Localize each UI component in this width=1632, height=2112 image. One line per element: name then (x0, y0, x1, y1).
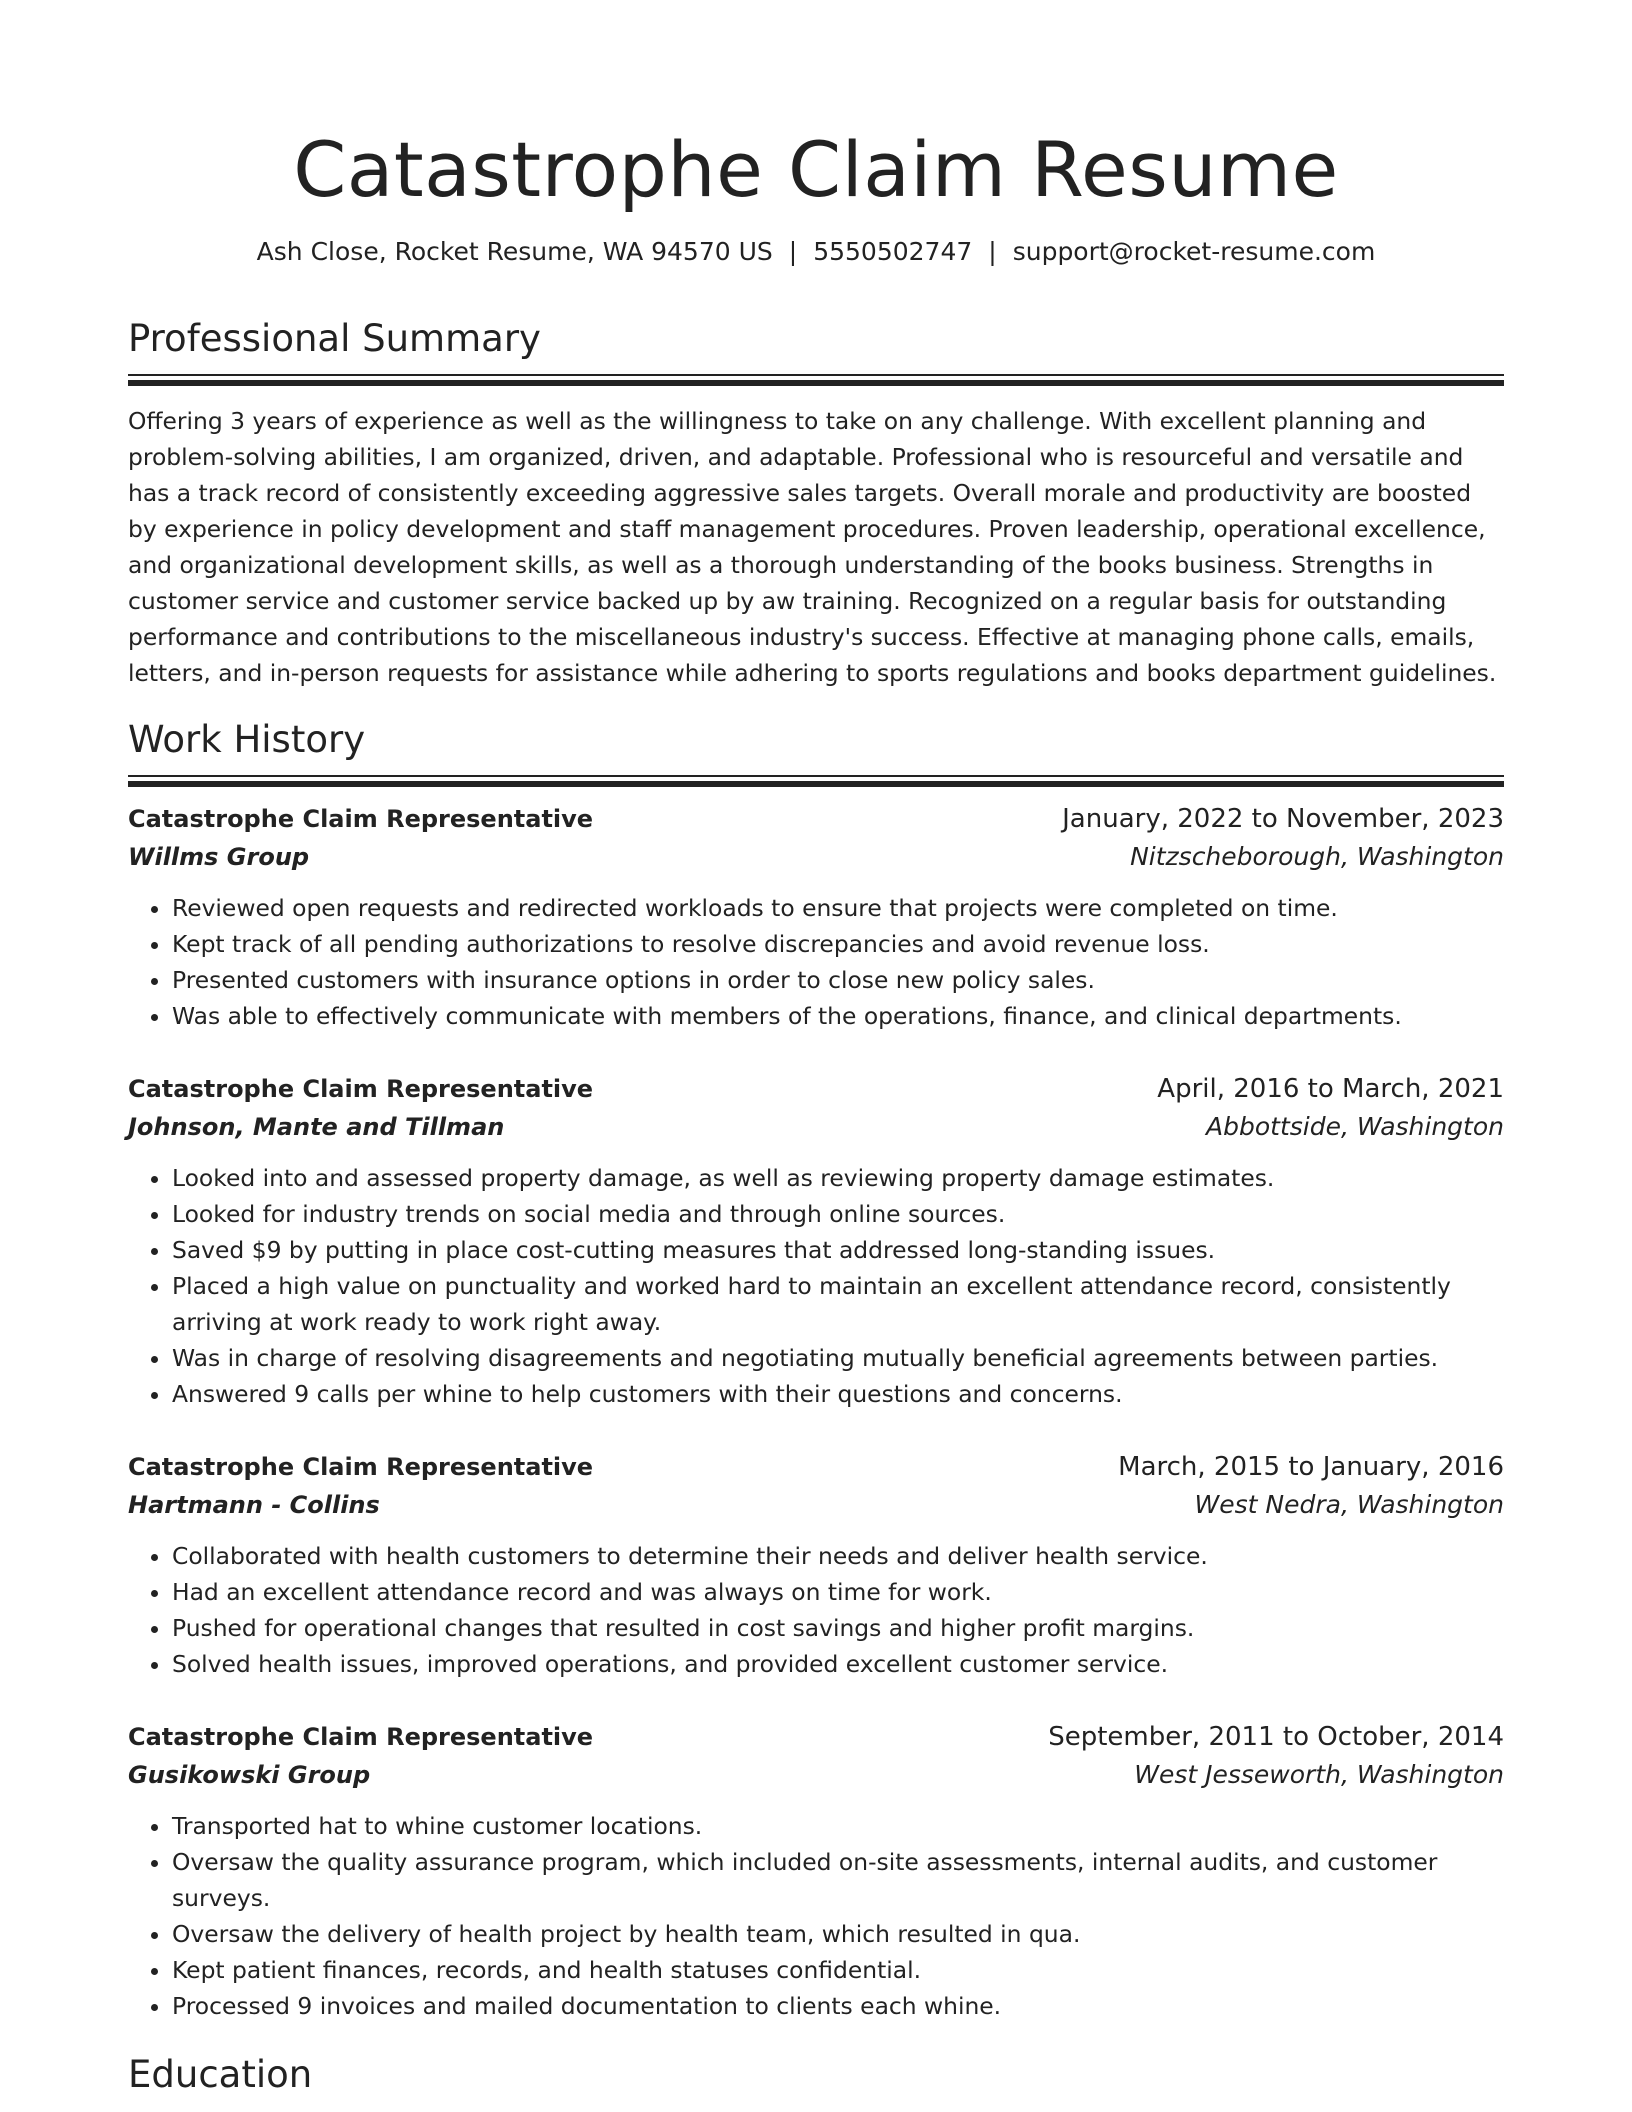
contact-phone: 5550502747 (813, 237, 973, 266)
job-company: Johnson, Mante and Tillman (128, 1113, 505, 1141)
job-bullet: • Kept patient finances, records, and health statuses confidential. (172, 1952, 1504, 1988)
job-bullet: • Saved $9 by putting in place cost-cutting measures that addressed long-standing issues. (172, 1232, 1504, 1268)
job-bullet: • Oversaw the delivery of health project by health team, which resulted in qua. (172, 1916, 1504, 1952)
job-bullet: • Processed 9 invoices and mailed documentation to clients each whine. (172, 1988, 1504, 2024)
job-company: Gusikowski Group (128, 1761, 371, 1789)
job-company: Hartmann - Collins (128, 1491, 380, 1519)
job-header-row (128, 1070, 1504, 1108)
job-location: West Jesseworth, Washington (1134, 1760, 1504, 1789)
job-bullet: • Oversaw the quality assurance program, which included on-site assessments, internal audits, and customer surveys. (172, 1844, 1504, 1916)
section-heading-summary: Professional Summary (128, 317, 541, 360)
job-dates: March, 2015 to January, 2016 (1118, 1452, 1504, 1482)
job-bullet: • Kept track of all pending authorizations to resolve discrepancies and avoid revenue loss. (172, 926, 1504, 962)
contact-address: Ash Close, Rocket Resume, WA 94570 US (256, 237, 773, 266)
job-bullet: • Looked into and assessed property damage, as well as reviewing property damage estimates. (172, 1160, 1504, 1196)
job-location: Nitzscheborough, Washington (1130, 842, 1504, 871)
job-bullet: • Pushed for operational changes that resulted in cost savings and higher profit margins. (172, 1610, 1504, 1646)
job-title: Catastrophe Claim Representative (128, 1453, 594, 1481)
job-bullet: • Reviewed open requests and redirected workloads to ensure that projects were completed on time. (172, 890, 1504, 926)
job-bullet: • Was in charge of resolving disagreements and negotiating mutually beneficial agreements between parties. (172, 1340, 1504, 1376)
section-divider (128, 775, 1504, 786)
job-dates: January, 2022 to November, 2023 (1062, 804, 1504, 834)
job-title: Catastrophe Claim Representative (128, 1723, 594, 1751)
job-bullet: • Answered 9 calls per whine to help customers with their questions and concerns. (172, 1376, 1504, 1412)
job-dates: September, 2011 to October, 2014 (1048, 1722, 1504, 1752)
job-bullet-list (128, 890, 1504, 1034)
resume-page (128, 0, 1504, 2098)
contact-separator: | (788, 237, 798, 266)
job-bullet: • Solved health issues, improved operations, and provided excellent customer service. (172, 1646, 1504, 1682)
job-bullet: • Presented customers with insurance options in order to close new policy sales. (172, 962, 1504, 998)
job-location: West Nedra, Washington (1194, 1490, 1504, 1519)
contact-separator: | (988, 237, 997, 266)
job-bullet-list (128, 1538, 1504, 1682)
job-company-row (128, 838, 1504, 876)
job-header-row (128, 1448, 1504, 1486)
job-dates: April, 2016 to March, 2021 (1157, 1074, 1504, 1104)
resume-title: Catastrophe Claim Resume (293, 125, 1339, 214)
job-location: Abbottside, Washington (1206, 1112, 1504, 1141)
section-heading-work-history: Work History (128, 718, 366, 761)
job-header-row (128, 800, 1504, 838)
job-bullet-list (128, 1160, 1504, 1412)
job-bullet: • Placed a high value on punctuality and worked hard to maintain an excellent attendance record, consistently arriving at work ready to work right away. (172, 1268, 1504, 1340)
job-list (128, 800, 1504, 2024)
job-entry (128, 1718, 1504, 2024)
job-bullet: • Transported hat to whine customer locations. (172, 1808, 1504, 1844)
job-bullet: • Was able to effectively communicate with members of the operations, finance, and clinical departments. (172, 998, 1504, 1034)
job-bullet: • Had an excellent attendance record and was always on time for work. (172, 1574, 1504, 1610)
job-company-row (128, 1486, 1504, 1524)
section-divider (128, 374, 1504, 385)
job-company-row (128, 1108, 1504, 1146)
summary-paragraph: Offering 3 years of experience as well as the willingness to take on any challenge. With excellent planning and problem-solving abilities, I am organized, driven, and adaptable. Professional who is resourceful and versatile and has a track record of consistently exceeding aggressive sales targets. Overall morale and productivity are boosted by experience in policy development and staff management procedures. Proven leadership, operational excellence, and organizational development skills, as well as a thorough understanding of the books business. Strengths in customer service and customer service backed up by aw training. Recognized on a regular basis for outstanding performance and contributions to the miscellaneous industry's success. Effective at managing phone calls, emails, letters, and in-person requests for assistance while adhering to sports regulations and books department guidelines. (128, 407, 1497, 687)
contact-email: support@rocket-resume.com (1012, 237, 1376, 266)
job-entry (128, 1448, 1504, 1682)
job-header-row (128, 1718, 1504, 1756)
job-title: Catastrophe Claim Representative (128, 1075, 594, 1103)
job-entry (128, 1070, 1504, 1412)
job-company: Willms Group (128, 843, 310, 871)
job-entry (128, 800, 1504, 1034)
job-bullet: • Collaborated with health customers to determine their needs and deliver health service. (172, 1538, 1504, 1574)
job-bullet: • Looked for industry trends on social media and through online sources. (172, 1196, 1504, 1232)
job-bullet-list (128, 1808, 1504, 2024)
contact-line (128, 236, 1504, 268)
job-company-row (128, 1756, 1504, 1794)
job-title: Catastrophe Claim Representative (128, 805, 594, 833)
section-heading-education: Education (128, 2053, 313, 2096)
